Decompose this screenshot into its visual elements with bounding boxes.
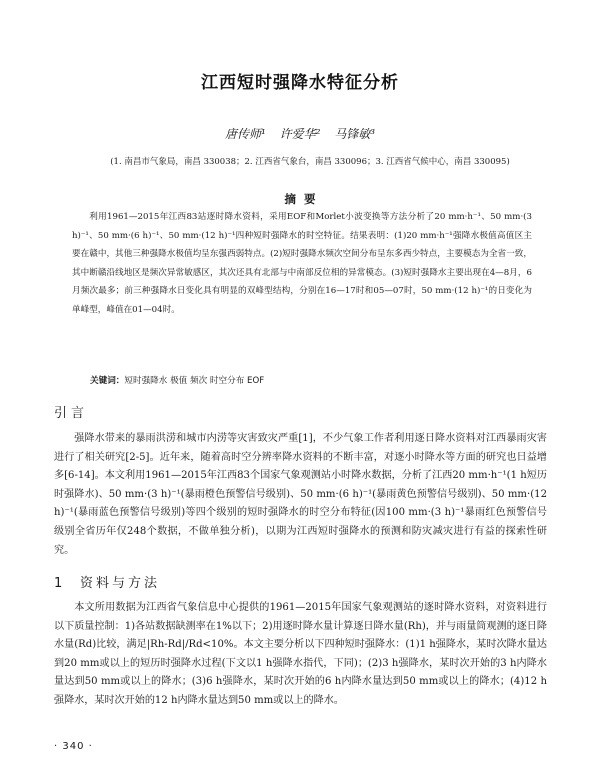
keywords-list: 短时强降水 极值 频次 时空分布 EOF <box>124 376 265 386</box>
intro-paragraph: 强降水带来的暴雨洪涝和城市内涝等灾害致灾严重[1]，不少气象工作者利用逐日降水资料对江西暴雨灾害进行了相关研究[2-5]。近年来，随着高时空分辨率降水资料的不断丰富，对逐小时降水等方面的研究也日益增多[6-14]。本文利用1961—2015年江西83个国家气象观测站小时降水数据，分析了江西20 mm·h⁻¹(1 h短历时强降水)、50 mm·(3 h)⁻¹(暴雨橙色预警信号级别)、50 mm·(6 h)⁻¹(暴雨黄色预警信号级别)、50 mm·(12 h)⁻¹(暴雨蓝色预警信号级别)等四个级别的短时强降水的时空分布特征(因100 mm·(3 h)⁻¹暴雨红色预警信号级别全省历年仅248个数据，不做单独分析)，以期为江西短时强降水的预测和防灾减灾进行有益的探索性研究。 <box>54 433 547 556</box>
keywords <box>90 374 530 386</box>
abstract-body: 利用1961—2015年江西83站逐时降水资料，采用EOF和Morlet小波变换等方法分析了20 mm·h⁻¹、50 mm·(3 h)⁻¹、50 mm·(6 h)⁻¹、50 mm·(12 h)⁻¹四种短时强降水的时空特征。结果表明：(1)20 mm·h⁻¹强降水极值高值区主要在赣中，其他三种强降水极值均呈东强西弱特点。(2)短时强降水频次空间分布呈东多西少特点，主要模态为全省一致，其中断赣沿线地区是频次异常敏感区，其次还具有北部与中南部反位相的异常模态。(3)短时强降水主要出现在4—8月，6月频次最多；前三种强降水日变化具有明显的双峰型结构，分别在16—17时和05—07时，50 mm·(12 h)⁻¹的日变化为单峰型，峰值在01—04时。 <box>72 212 532 315</box>
author-list: 唐传师¹ 许爱华² 马锋敏³ <box>224 127 376 141</box>
section-1-paragraph: 本文所用数据为江西省气象信息中心提供的1961—2015年国家气象观测站的逐时降水资料，对资料进行以下质量控制：1)各站数据缺测率在1%以下；2)用逐时降水量计算逐日降水量(Rh)，并与雨量筒观测的逐日降水量(Rd)比较，满足|Rh-Rd|/Rd<10%。本文主要分析以下四种短时强降水：(1)1 h强降水，某时次降水量达到20 mm或以上的短历时强降水过程(下文以1 h强降水指代，下同)；(2)3 h强降水，某时次开始的3 h内降水量达到50 mm或以上的降水；(3)6 h强降水，某时次开始的6 h内降水量达到50 mm或以上的降水；(4)12 h强降水，某时次开始的12 h内降水量达到50 mm或以上的降水。 <box>54 602 547 706</box>
paper-title: 江西短时强降水特征分析 <box>201 73 399 93</box>
keywords-label: 关键词： <box>90 376 125 386</box>
page-number: · 340 · <box>54 741 93 752</box>
abstract-heading: 摘要 <box>284 192 324 206</box>
section-number: 1 <box>54 576 63 591</box>
section-title: 资料与方法 <box>80 576 161 591</box>
intro-heading: 引言 <box>54 406 89 421</box>
affiliations: (1. 南昌市气象局，南昌 330038；2. 江西省气象台，南昌 330096；3. 江西省气候中心，南昌 330095) <box>110 157 510 167</box>
section-1-heading <box>54 572 160 591</box>
